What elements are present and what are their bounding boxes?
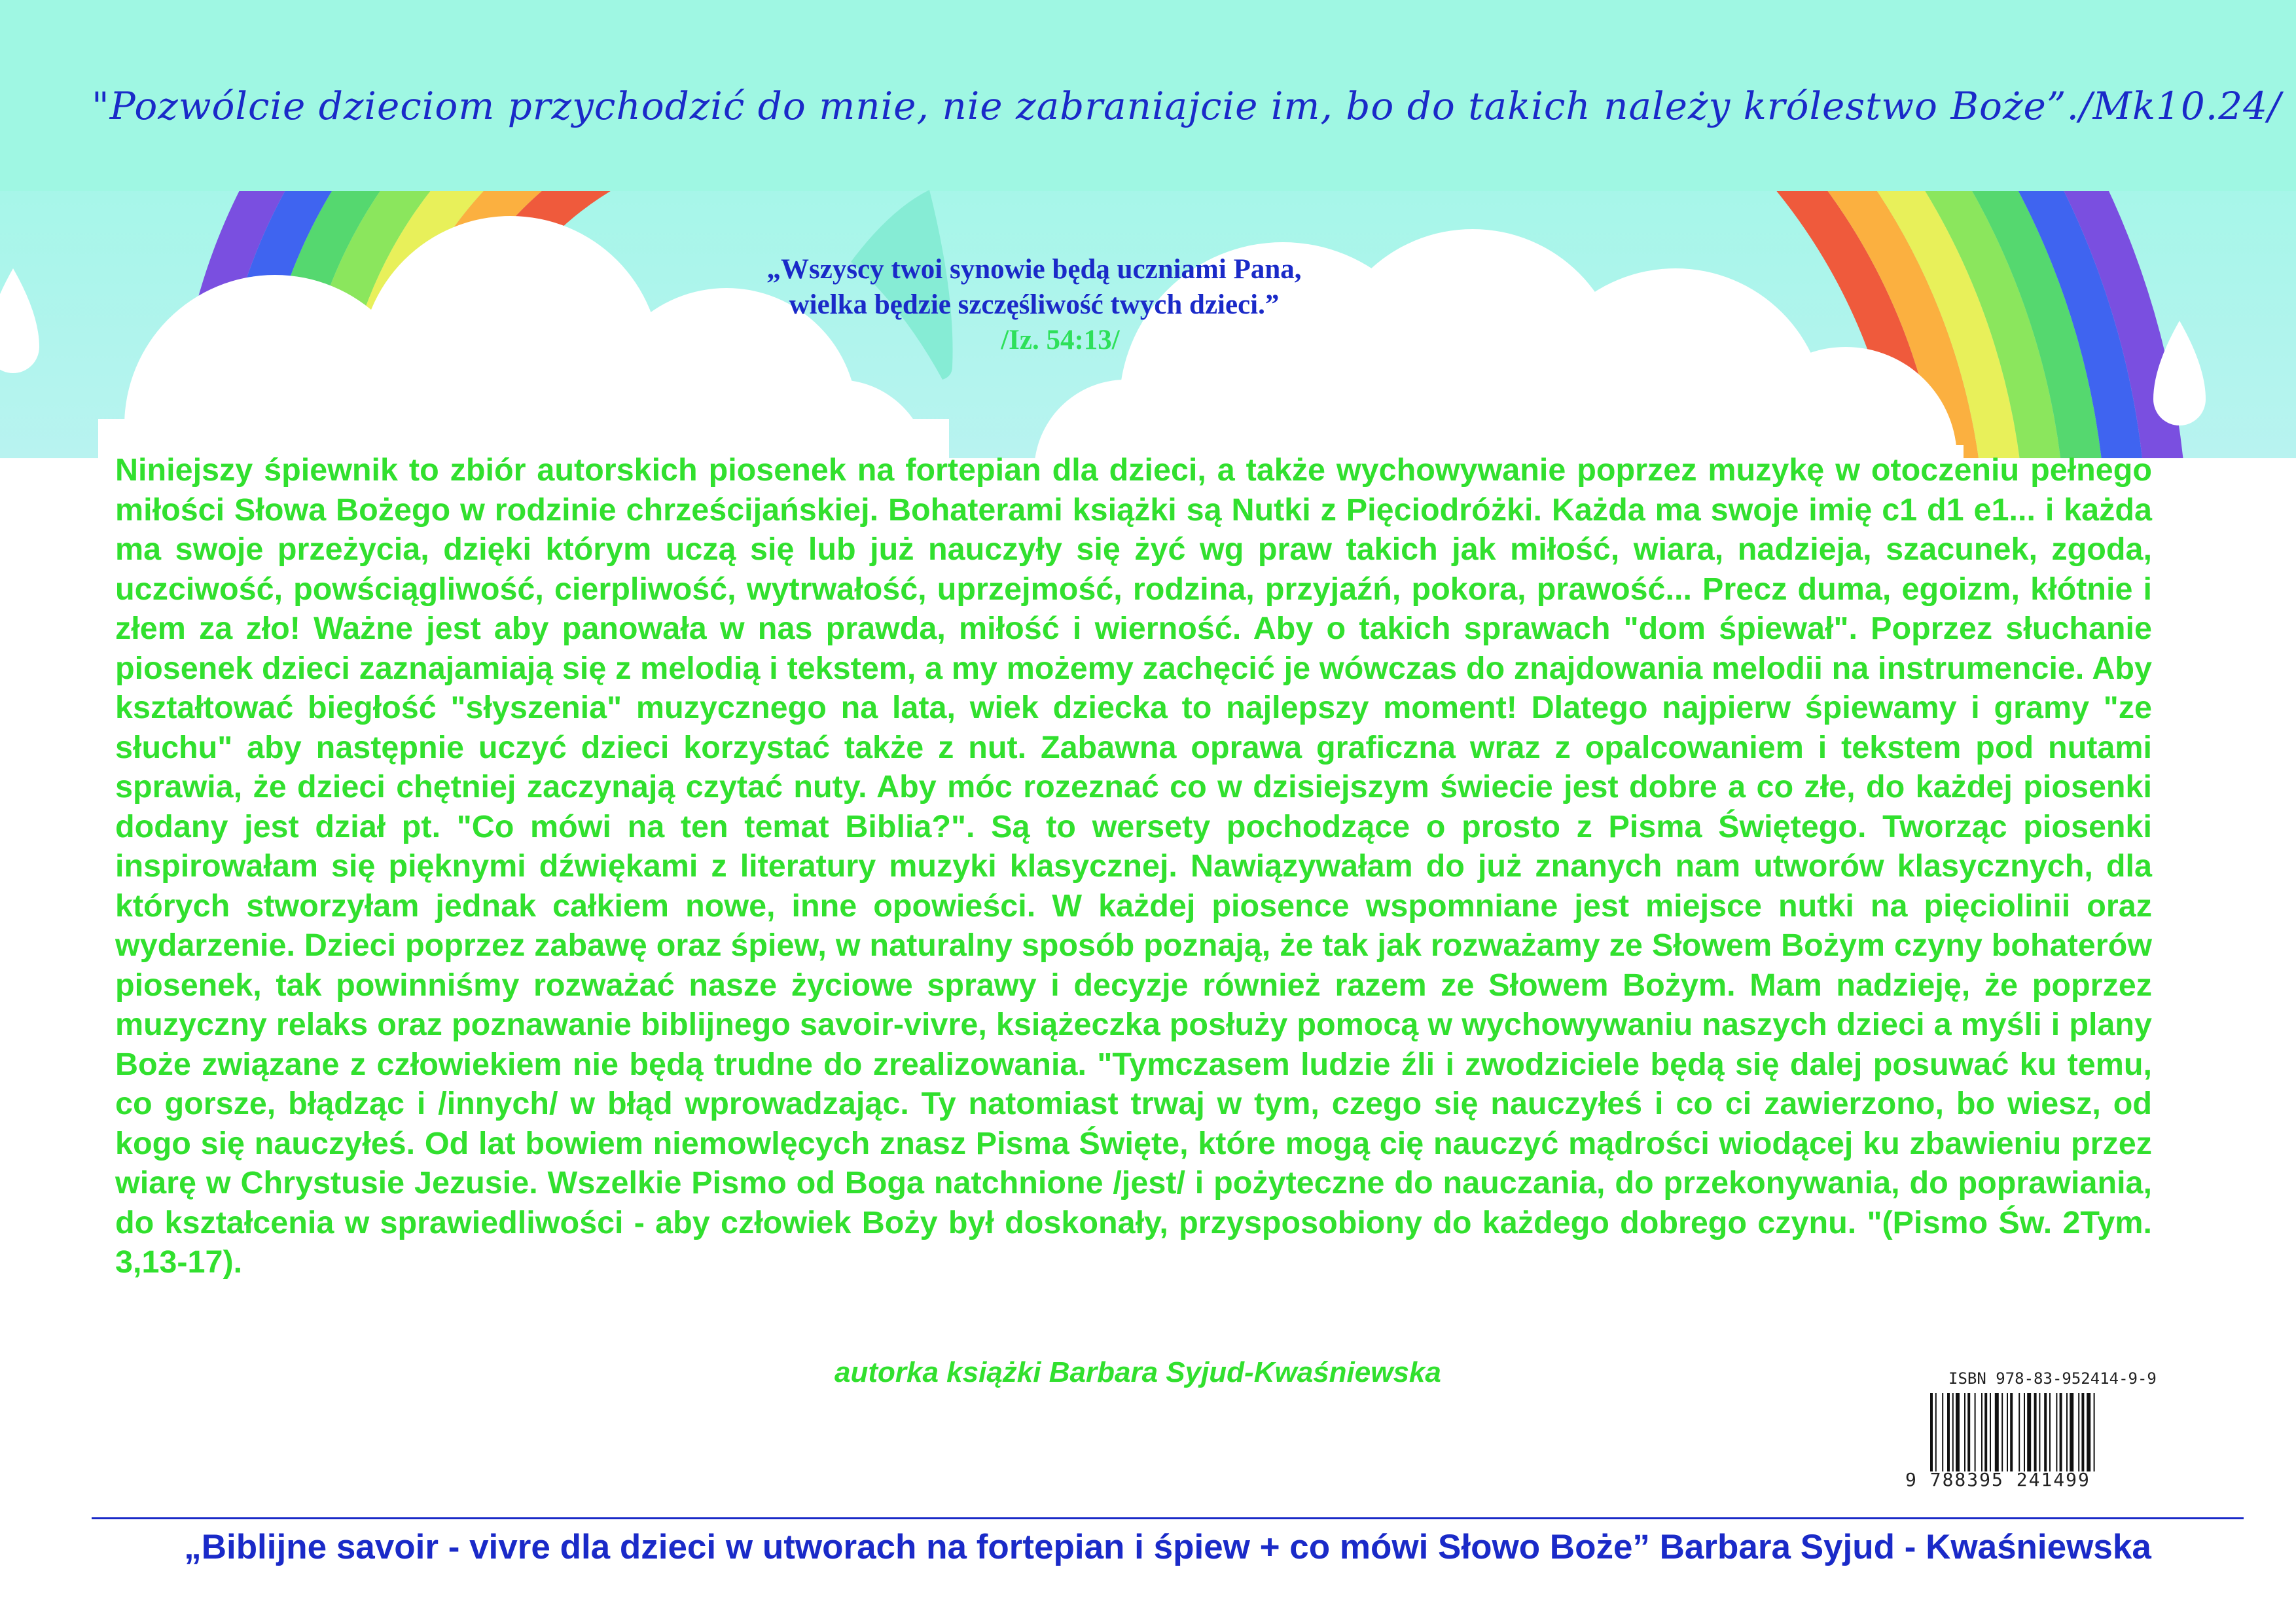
barcode-bar — [2081, 1393, 2084, 1471]
footer-divider — [92, 1517, 2244, 1519]
header-quote: "Pozwólcie dzieciom przychodzić do mnie, nie zabraniajcie im, bo do takich należy królestwo Boże”./Mk10.24/ — [92, 84, 2282, 128]
description-text: Niniejszy śpiewnik to zbiór autorskich piosenek na fortepian dla dzieci, a także wychowywanie poprzez muzykę w otoczeniu pełnego miłości Słowa Bożego w rodzinie chrześcijańskiej. Bohaterami książki są Nutki z Pięciodróżki. Każda ma swoje imię c1 d1 e1... i każda ma swoje przeżycia, dzięki którym uczą się lub już nauczyły się żyć wg praw takich jak miłość, wiara, nadzieja, szacunek, zgoda, uczciwość, powściągliwość, cierpliwość, wytrwałość, uprzejmość, rodzina, przyjaźń, pokora, prawość... Precz duma, egoizm, kłótnie i złem za zło! Ważne jest aby panowała w nas prawda, miłość i wierność. Aby o takich sprawach "dom śpiewał". Poprzez słuchanie piosenek dzieci zaznajamiają się z melodią i tekstem, a my możemy zachęcić je wówczas do znajdowania melodii na instrumencie. Aby kształtować biegłość "słyszenia" muzycznego na lata, wiek dziecka to najlepszy moment! Dlatego najpierw śpiewamy i gramy "ze słuchu" aby następnie uczyć dzieci korzystać także z nut. Zabawna oprawa graficzna wraz z opalcowaniem i tekstem pod nutami sprawia, że dzieci chętniej zaczynają czytać nuty. Aby móc rozeznać co w dzisiejszym świecie jest dobre a co złe, do każdej piosenki dodany jest dział pt. "Co mówi na ten temat Biblia?". Są to wersety pochodzące o prosto z Pisma Świętego. Tworząc piosenki inspirowałam się pięknymi dźwiękami z literatury muzyki klasycznej. Nawiązywałam do już znanych nam utworów klasycznych, dla których stworzyłam jednak całkiem nowe, inne opowieści. W każdej piosence wspomniane jest miejsce nutki na pięciolinii oraz wydarzenie. Dzieci poprzez zabawę oraz śpiew, w naturalny sposób poznają, że tak jak rozważamy ze Słowem Bożym czyny bohaterów piosenek, tak powinniśmy rozważać nasze życiowe sprawy i decyzje również razem ze Słowem Bożym. Mam nadzieję, że poprzez muzyczny relaks oraz poznawanie biblijnego savoir-vivre, książeczka posłuży pomocą w wychowywaniu naszych dzieci a myśli i plany Boże związane z człowiekiem nie będą trudne do zrealizowania. "Tymczasem ludzie źli i zwodziciele będą się dalej posuwać ku temu, co gorsze, błądząc i /innych/ w błąd wprowadzając. Ty natomiast trwaj w tym, czego się nauczyłeś i co ci zawierzono, bo wiesz, od kogo się nauczyłeś. Od lat bowiem niemowlęcych znasz Pisma Święte, które mogą cię nauczyć mądrości wiodącej ku zbawieniu przez wiarę w Chrystusie Jezusie. Wszelkie Pismo od Boga natchnione /jest/ i pożyteczne do nauczania, do przekonywania, do poprawiania, do kształcenia w sprawiedliwości - aby człowiek Boży był doskonały, przysposobiony do każdego dobrego czynu. "(Pismo Św. 2Tym. 3,13-17). — [115, 452, 2152, 1280]
barcode-bar — [2039, 1393, 2040, 1471]
isbn-block — [1901, 1367, 2176, 1498]
barcode-bar — [1947, 1393, 1950, 1471]
barcode-bar — [2078, 1393, 2079, 1471]
verse-line-1: „Wszyscy twoi synowie będą uczniami Pana, — [766, 254, 1302, 285]
barcode-bar — [2044, 1393, 2047, 1471]
barcode-bar — [1935, 1393, 1937, 1471]
barcode-bar — [2018, 1393, 2020, 1471]
footer-title: „Biblijne savoir - vivre dla dzieci w utworach na fortepian i śpiew + co mówi Słowo Boże” Barbara Syjud - Kwaśniewska — [184, 1528, 2151, 1566]
barcode-bar — [1984, 1393, 1987, 1471]
verse-reference: /Iz. 54:13/ — [1001, 325, 1120, 355]
barcode-bar — [2034, 1393, 2037, 1471]
barcode-bar — [2056, 1393, 2057, 1471]
barcode-bar — [2027, 1393, 2031, 1471]
barcode-bar — [2049, 1393, 2051, 1471]
barcode-bar — [1975, 1393, 1976, 1471]
barcode-bar — [2010, 1393, 2013, 1471]
barcode-bar — [2007, 1393, 2008, 1471]
barcode-bar — [2001, 1393, 2003, 1471]
barcode-bar — [2094, 1393, 2095, 1471]
bible-verse — [674, 252, 1394, 358]
barcode-bar — [2070, 1393, 2073, 1471]
barcode-bar — [1967, 1393, 1970, 1471]
barcode-bar — [1956, 1393, 1960, 1471]
barcode-bar — [1942, 1393, 1943, 1471]
barcode-bar — [1981, 1393, 1982, 1471]
barcode-bar — [1964, 1393, 1965, 1471]
barcode-bar — [2087, 1393, 2090, 1471]
barcode-bar — [2066, 1393, 2068, 1471]
barcode-bar — [1952, 1393, 1954, 1471]
isbn-digits: 9 788395 241499 — [1905, 1469, 2090, 1490]
author-signature: autorka książki Barbara Syjud-Kwaśniewska — [834, 1356, 1441, 1388]
barcode-bar — [1990, 1393, 1991, 1471]
barcode-bar — [1930, 1393, 1933, 1471]
barcode-bar — [1995, 1393, 1999, 1471]
isbn-label: ISBN 978-83-952414-9-9 — [1948, 1369, 2157, 1388]
verse-line-2: wielka będzie szczęśliwość twych dzieci.” — [789, 289, 1280, 320]
barcode-icon — [1928, 1393, 2150, 1475]
barcode-bar — [2024, 1393, 2025, 1471]
barcode-bar — [2060, 1393, 2062, 1471]
